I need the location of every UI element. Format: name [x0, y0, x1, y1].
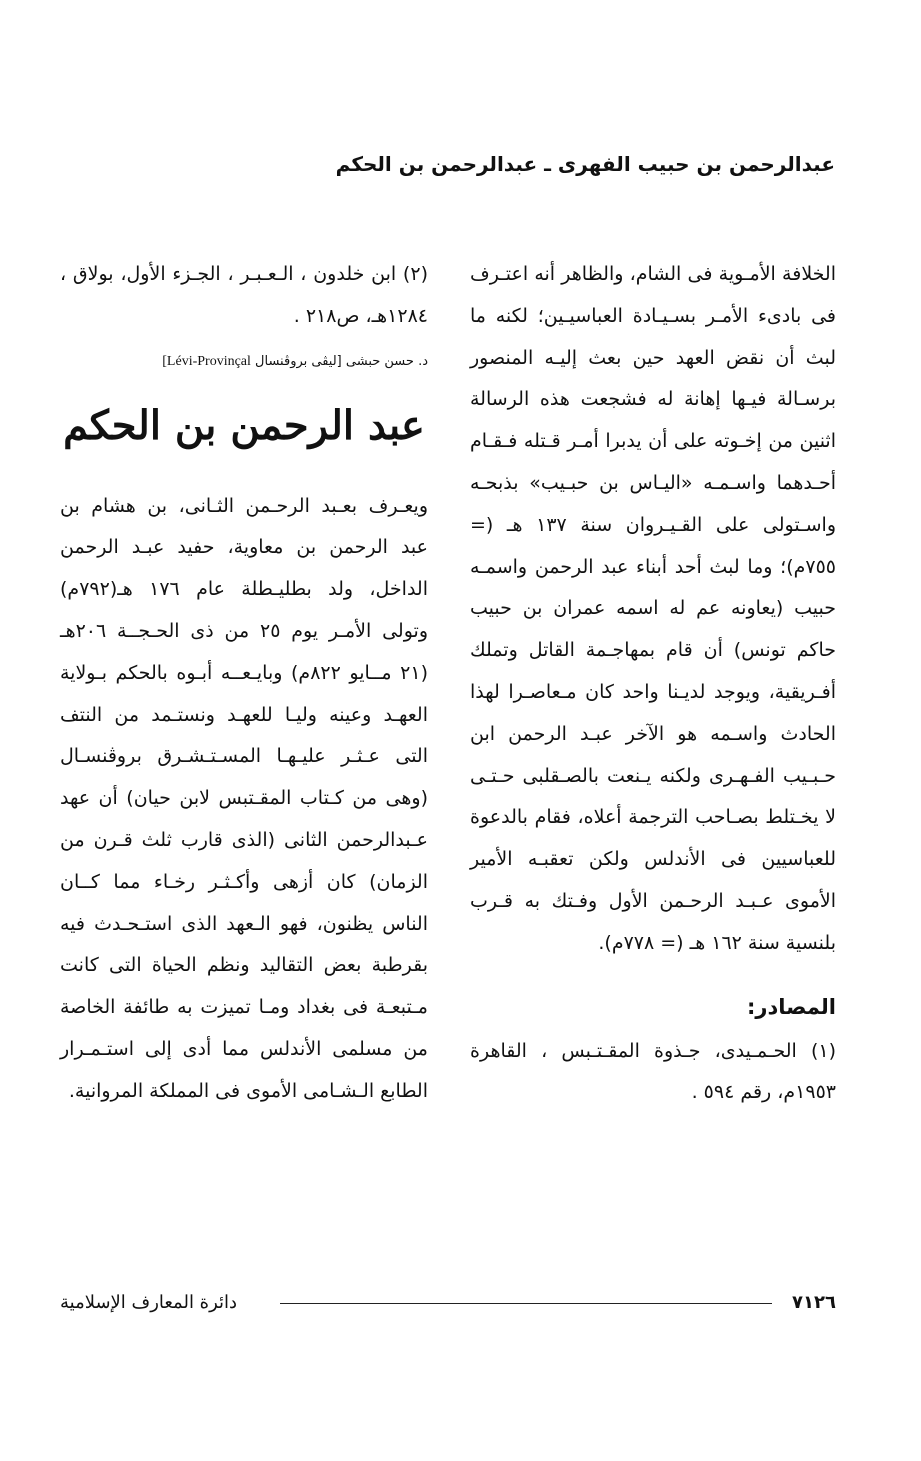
author-signature-arabic: د. حسن حبشى [ليڤى بروڤنسال	[255, 353, 428, 369]
sources-heading: المصادر:	[746, 994, 836, 1019]
article-body: ويعـرف بعـبد الرحـمن الثـانى، بن هشام بن عبد الرحمن بن معاوية، حفيد عبـد الرحمن الداخل، ولد بطليـطلة عام ١٧٦ هـ(٧٩٢م) وتولى الأمـر يوم ٢٥ من ذى الحـجــة ٢٠٦هـ (٢١ مــايو ٨٢٢م) وبايـعــه أبـوه بالحكم بـولاية العهـد وعينه وليـا للعهـد ونستـمد من النتف التى عـثـر عليـهـا المسـتـشـرق بروڤنسـال (وهى من كـتاب المقـتبس لابن حيان) أن عهد عـبدالرحمن الثانى (الذى قارب ثلث قـرن من الزمان) كان أزهى وأكـثـر رخـاء مما كــان الناس يظنون، فهو الـعهد الذى استـحـدث فيه بقرطبة بعض التقاليد ونظم الحياة التى كانت مـتبعـة فى بغداد ومـا تميزت به طائفة الخاصة من مسلمى الأندلس مما أدى إلى استـمـرار الطابع الـشـامى الأموى فى المملكة المروانية.	[60, 494, 428, 1102]
publication-name: دائرة المعارف الإسلامية	[60, 1292, 238, 1313]
right-column	[470, 254, 836, 1114]
running-header-title: عبدالرحمن بن حبيب الفهرى ـ عبدالرحمن بن الحكم	[335, 152, 835, 176]
page-number: ٧١٢٦	[792, 1292, 836, 1313]
footer-rule	[280, 1303, 772, 1304]
article-title: عبد الرحمن بن الحكم	[63, 401, 425, 449]
source-item-2: (٢) ابن خلدون ، الـعـبـر ، الجـزء الأول، بولاق ، ١٢٨٤هـ، ص٢١٨ .	[60, 263, 428, 327]
left-column	[60, 254, 428, 1113]
page-footer	[60, 1286, 836, 1326]
source-item-1: (١) الحـمـيدى، جـذوة المقـتـبس ، القاهرة ١٩٥٣م، رقم ٥٩٤ .	[470, 1039, 836, 1104]
previous-article-continuation: الخلافة الأمـوية فى الشام، والظاهر أنه اعتـرف فى بادىء الأمـر بسـيـادة العباسيـين؛ لكنه ما لبث أن نقض العهد حين بعث إليـه المنصور برسـالة فيـها إهانة له فشجعت هذه الرسالة اثنين من إخـوته على أن يدبرا أمـر قـتله فـقـام أحـدهما واسـمـه «اليـاس بن حبـيب» بذبحـه واسـتولى على القـيـروان سنة ١٣٧ هـ (= ٧٥٥م)؛ وما لبث أحد أبناء عبد الرحمن واسمـه حبيب (يعاونه عم له اسمه عمران بن حبيب حاكم تونس) أن قام بمهاجـمة القاتل وتملك أفـريقية، ويوجد لديـنا واحد كان مـعاصـرا لهذا الحادث واسـمه هو الآخر عبـد الرحمن ابن حـبـيب الفـهـرى ولكنه يـنعت بالصـقلبى حـتـى لا يخـتلط بصـاحب الترجمة أعلاه، فقام بالدعوة للعباسيين فى الأندلس ولكن تعقبـه الأمير الأموى عـبـد الرحـمن الأول وفـتك به قـرب بلنسية سنة ١٦٢ هـ (= ٧٧٨م).	[470, 263, 837, 954]
author-signature	[60, 352, 428, 372]
author-signature-latin: Lévi-Provinçal]	[162, 353, 251, 369]
